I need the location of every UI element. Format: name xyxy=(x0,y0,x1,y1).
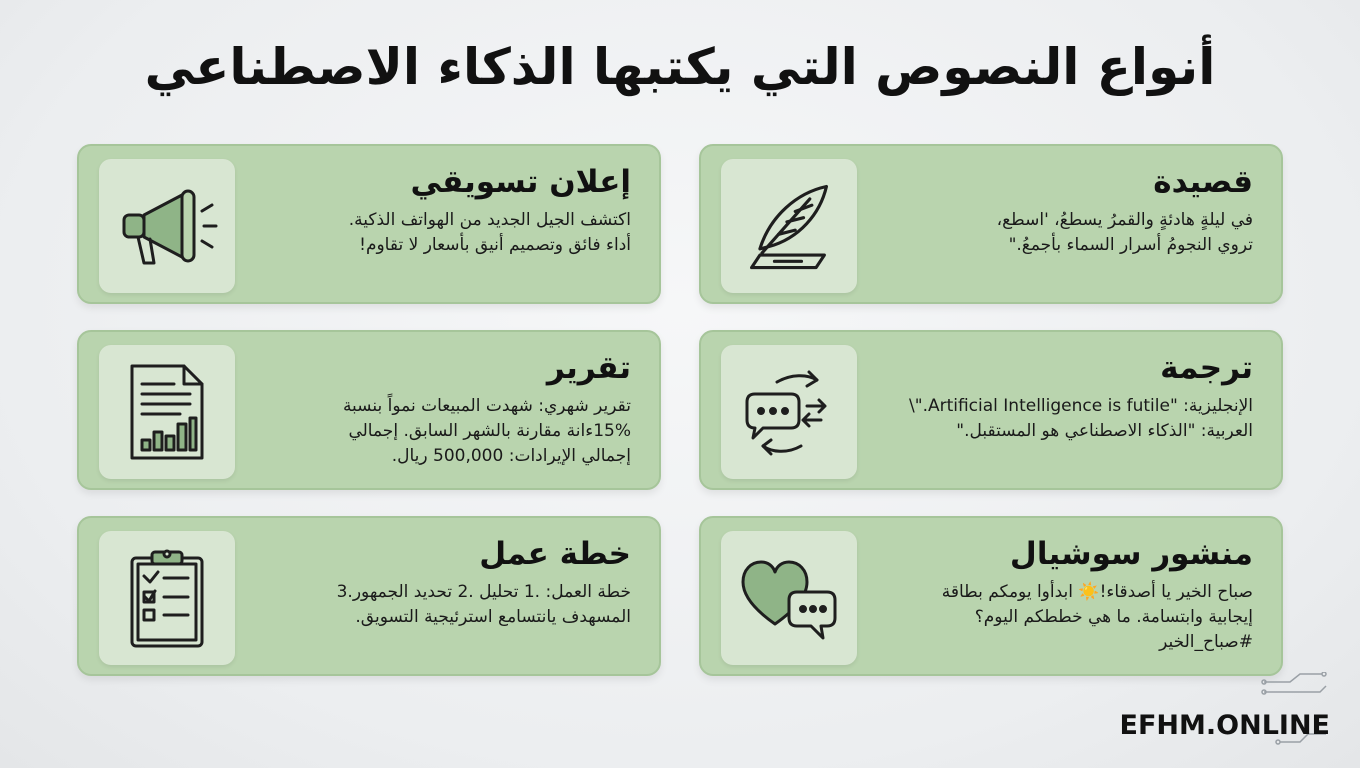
card-title: تقرير xyxy=(546,350,631,386)
card-text: العربية: "الذكاء الاصطناعي هو المستقبل." xyxy=(956,421,1253,441)
icon-box xyxy=(721,345,857,479)
card-title: قصيدة xyxy=(1153,164,1253,200)
report-chart-icon xyxy=(122,360,212,464)
card-title: خطة عمل xyxy=(479,536,631,572)
page-title: أنواع النصوص التي يكتبها الذكاء الاصطناعي xyxy=(144,38,1216,96)
card-text: المسهدف يانتسامع استرئيجية التسويق. xyxy=(355,607,631,627)
icon-box xyxy=(99,531,235,665)
chat-translate-icon xyxy=(737,362,841,462)
card-text: تقرير شهري: شهدت المبيعات نمواً بنسبة xyxy=(342,396,631,416)
clipboard-checklist-icon xyxy=(124,546,210,650)
heart-chat-icon xyxy=(737,548,841,648)
card-text: أداء فائق وتصميم أنيق بأسعار لا تقاوم! xyxy=(359,235,631,255)
card-text: إجمالي الإيرادات: 500,000 ريال. xyxy=(391,446,631,466)
card-text: 15%ءانة مقارنة بالشهر السابق. إجمالي xyxy=(348,421,631,441)
card-title: ترجمة xyxy=(1160,350,1253,386)
megaphone-icon xyxy=(112,181,222,271)
card-business-plan xyxy=(77,516,661,676)
brand-watermark: EFHM.ONLINE xyxy=(1119,710,1330,741)
card-text: إيجابية وابتسامة. ما هي خططكم اليوم؟ xyxy=(974,607,1253,627)
card-text: الإنجليزية: "Artificial Intelligence is futile."\ xyxy=(909,396,1253,416)
card-text: في ليلةٍ هادئةٍ والقمرُ يسطعُ، 'اسطع، xyxy=(996,210,1253,230)
card-text: صباح الخير يا أصدقاء!☀️ ابدأوا يومكم بطاقة xyxy=(941,582,1253,602)
card-text: تروي النجومُ أسرار السماء بأجمعُ." xyxy=(1008,235,1253,255)
card-poem xyxy=(699,144,1283,304)
card-title: إعلان تسويقي xyxy=(410,164,631,200)
card-translation xyxy=(699,330,1283,490)
icon-box xyxy=(721,531,857,665)
card-text: خطة العمل: .1 تحليل .2 تحديد الجمهور.3 xyxy=(336,582,631,602)
card-social xyxy=(699,516,1283,676)
card-title: منشور سوشيال xyxy=(1009,536,1253,572)
card-text: اكتشف الجيل الجديد من الهواتف الذكية. xyxy=(348,210,631,230)
card-report xyxy=(77,330,661,490)
icon-box xyxy=(99,159,235,293)
icon-box xyxy=(99,345,235,479)
icon-box xyxy=(721,159,857,293)
card-marketing xyxy=(77,144,661,304)
quill-icon xyxy=(737,174,841,278)
card-text: #صباح_الخير xyxy=(1159,632,1253,652)
